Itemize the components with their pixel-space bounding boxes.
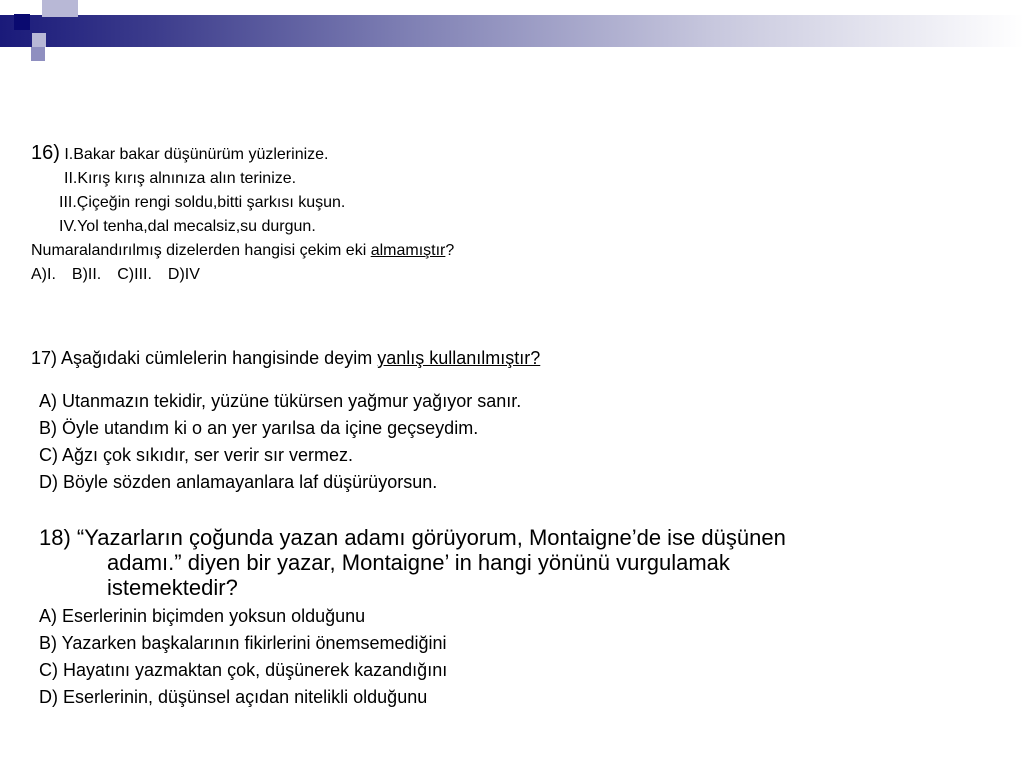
option-d: D)IV [167, 266, 200, 283]
question-17-keyword: yanlış kullanılmıştır? [377, 348, 541, 368]
question-18-prompt [39, 525, 939, 600]
question-18-line-3: istemektedir? [107, 575, 238, 600]
option-d: D) Eserlerinin, düşünsel açıdan nitelikli olduğunu [39, 687, 428, 707]
question-18-options [39, 603, 447, 711]
poem-line-4: IV.Yol tenha,dal mecalsiz,su durgun. [59, 218, 316, 235]
question-17-options [39, 388, 521, 496]
option-c: C) Ağzı çok sıkıdır, ser verir sır vermez. [39, 445, 354, 465]
question-18-line-1: 18) “Yazarların çoğunda yazan adamı görüyorum, Montaigne’de ise düşünen [39, 525, 786, 550]
poem-line-2: II.Kırış kırış alnınıza alın terinize. [64, 170, 297, 187]
option-a: A)I. [31, 266, 56, 283]
poem-line-3: III.Çiçeğin rengi soldu,bitti şarkısı kuşun. [59, 194, 346, 211]
decorative-square [31, 47, 45, 61]
question-18-line-2: adamı.” diyen bir yazar, Montaigne’ in hangi yönünü vurgulamak [107, 550, 730, 575]
question-16-prompt [31, 239, 454, 263]
option-c: C) Hayatını yazmaktan çok, düşünerek kazandığını [39, 660, 448, 680]
decorative-square-dark [14, 14, 30, 30]
option-a: A) Utanmazın tekidir, yüzüne tükürsen yağmur yağıyor sanır. [39, 391, 522, 411]
question-16-options [31, 263, 454, 287]
question-17-prompt [31, 345, 540, 371]
option-b: B)II. [71, 266, 102, 283]
question-16-prompt-text: Numaralandırılmış dizelerden hangisi çekim eki [31, 242, 371, 259]
question-16-keyword: almamıştır [370, 242, 446, 259]
decorative-square [32, 33, 46, 47]
question-16 [31, 141, 454, 287]
question-16-line-1 [31, 141, 454, 167]
option-c: C)III. [117, 266, 152, 283]
option-d: D) Böyle sözden anlamayanlara laf düşürüyorsun. [39, 472, 438, 492]
decorative-square [60, 0, 78, 17]
header-gradient-bar [0, 15, 1024, 47]
question-16-number: 16) [31, 142, 60, 164]
question-16-mark: ? [445, 242, 455, 259]
poem-line-1: I.Bakar bakar düşünürüm yüzlerinize. [64, 146, 329, 163]
option-b: B) Öyle utandım ki o an yer yarılsa da içine geçseydim. [39, 418, 479, 438]
option-b: B) Yazarken başkalarının fikirlerini önemsemediğini [39, 633, 447, 653]
question-17-prompt-text: 17) Aşağıdaki cümlelerin hangisinde deyim [31, 348, 378, 368]
decorative-square [42, 0, 60, 17]
option-a: A) Eserlerinin biçimden yoksun olduğunu [39, 606, 366, 626]
